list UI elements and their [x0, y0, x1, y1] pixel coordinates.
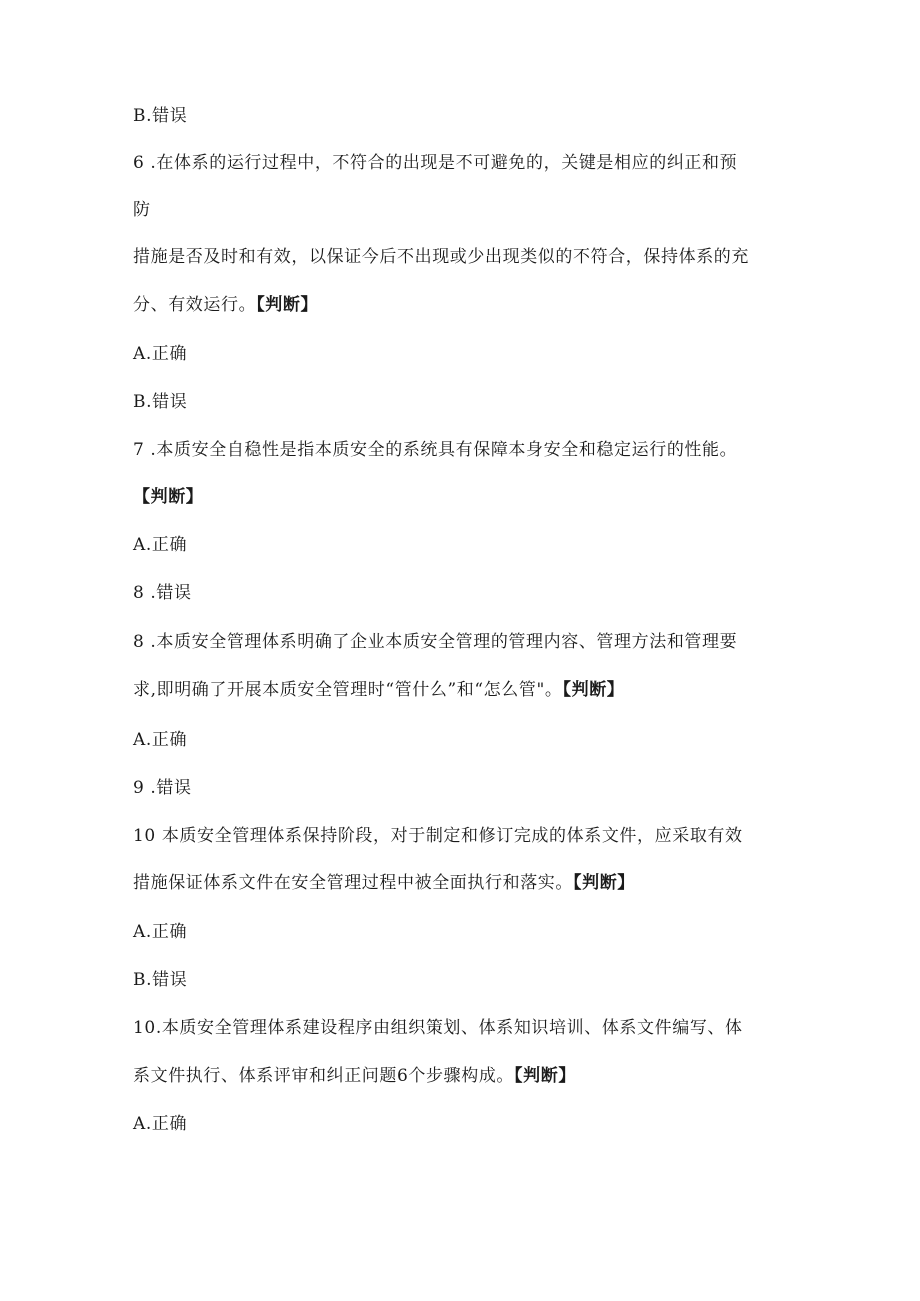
line-text: 防 [133, 200, 151, 220]
judge-tag: 【判断】 [573, 873, 635, 893]
text-line [133, 245, 749, 269]
line-text: A.正确 [133, 535, 188, 555]
line-text: B.错误 [133, 970, 188, 990]
question-line [133, 151, 737, 175]
line-text: A.正确 [133, 922, 188, 942]
line-text: 求,即明确了开展本质安全管理时“管什么”和“怎么管"。 [133, 680, 563, 700]
line-text: 措施是否及时和有效，以保证今后不出现或少出现类似的不符合，保持体系的充 [133, 247, 749, 267]
line-text: 系文件执行、体系评审和纠正问题6个步骤构成。 [133, 1066, 515, 1086]
line-text: A.正确 [133, 344, 188, 364]
option-line [133, 342, 187, 366]
line-text: 10 本质安全管理体系保持阶段，对于制定和修订完成的体系文件，应采取有效 [133, 826, 743, 846]
option-line [133, 920, 187, 944]
line-text: B.错误 [133, 106, 188, 126]
line-text: 10.本质安全管理体系建设程序由组织策划、体系知识培训、体系文件编写、体 [133, 1018, 743, 1038]
line-text: 7 .本质安全自稳性是指本质安全的系统具有保障本身安全和稳定运行的性能。 [133, 440, 738, 460]
text-line [133, 198, 151, 222]
text-line [133, 293, 318, 317]
question-line [133, 1016, 743, 1040]
line-text: A.正确 [133, 730, 188, 750]
option-line [133, 533, 187, 557]
text-line [133, 871, 635, 895]
text-line [133, 1064, 576, 1088]
line-text: 9 .错误 [133, 778, 192, 798]
judge-tag: 【判断】 [514, 1066, 576, 1086]
line-text: 8 .错误 [133, 583, 192, 603]
text-line [133, 104, 187, 128]
question-line [133, 824, 743, 848]
judge-tag: 【判断】 [562, 680, 625, 700]
line-text: 措施保证体系文件在安全管理过程中被全面执行和落实。 [133, 873, 573, 893]
text-line [133, 678, 624, 702]
option-line [133, 776, 192, 800]
text-line [133, 485, 203, 509]
line-text: 分、有效运行。 [133, 295, 257, 315]
judge-tag: 【判断】 [133, 487, 204, 507]
line-text: 6 .在体系的运行过程中，不符合的出现是不可避免的，关键是相应的纠正和预 [133, 153, 738, 173]
option-line [133, 1112, 187, 1136]
option-line [133, 728, 187, 752]
judge-tag: 【判断】 [256, 295, 319, 315]
line-text: 8 .本质安全管理体系明确了企业本质安全管理的管理内容、管理方法和管理要 [133, 632, 738, 652]
question-line [133, 438, 737, 462]
option-line [133, 390, 187, 414]
option-line [133, 581, 192, 605]
question-line [133, 630, 737, 654]
line-text: A.正确 [133, 1114, 188, 1134]
line-text: B.错误 [133, 392, 188, 412]
option-line [133, 968, 187, 992]
